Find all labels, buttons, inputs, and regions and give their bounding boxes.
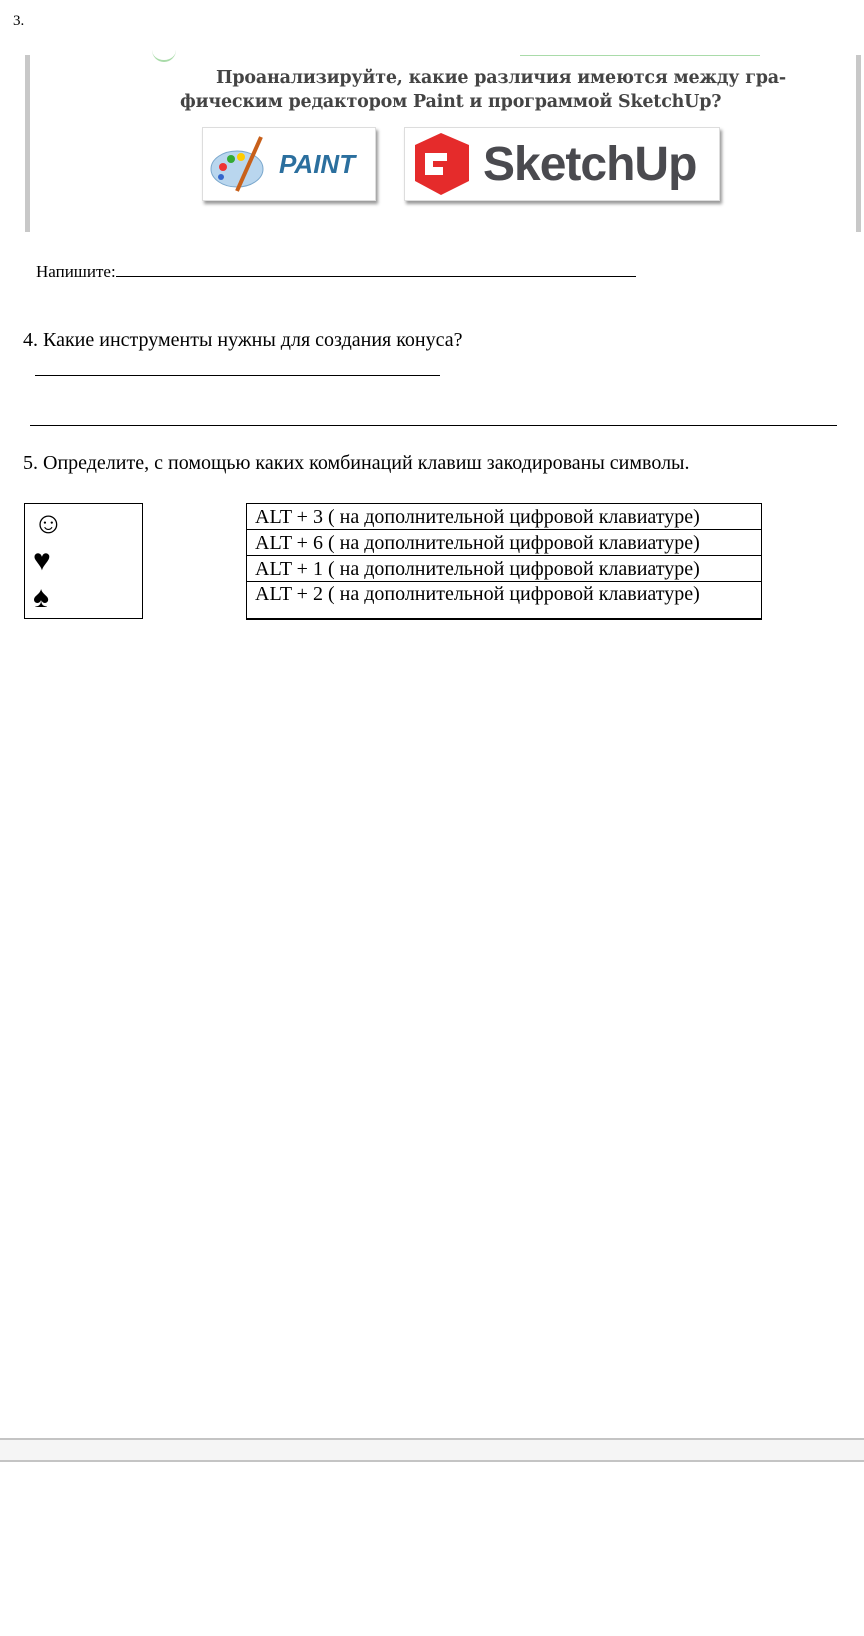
sketchup-logo xyxy=(404,127,720,201)
key-combinations-table xyxy=(246,503,762,620)
spade-symbol: ♠ xyxy=(33,581,49,614)
page-separator-bar xyxy=(0,1438,864,1462)
paint-logo-text: PAINT xyxy=(279,148,356,179)
task3-prompt-line1: Проанализируйте, какие различия имеются между гра- xyxy=(216,68,786,88)
table-row xyxy=(247,582,762,620)
sketchup-icon xyxy=(411,131,473,197)
sketchup-logo-text: SketchUp xyxy=(483,137,697,191)
heart-symbol: ♥ xyxy=(33,544,51,577)
palette-icon xyxy=(209,133,271,195)
table-row xyxy=(247,530,762,556)
smiley-symbol: ☺ xyxy=(33,507,64,540)
task4-question: 4. Какие инструменты нужны для создания конуса? xyxy=(23,329,463,351)
write-label: Напишите: xyxy=(36,262,116,281)
task3-prompt xyxy=(180,66,786,114)
answer-line[interactable] xyxy=(116,259,636,277)
task5-question: 5. Определите, с помощью каких комбинаций клавиш закодированы символы. xyxy=(23,452,690,474)
option-cell: ALT + 2 ( на дополнительной цифровой клавиатуре) xyxy=(247,582,762,620)
option-cell: ALT + 3 ( на дополнительной цифровой клавиатуре) xyxy=(247,504,762,530)
answer-line-1[interactable] xyxy=(35,375,440,376)
answer-line-2[interactable] xyxy=(30,425,837,426)
symbols-box xyxy=(24,503,143,619)
write-answer-row xyxy=(36,259,636,282)
task3-number: 3. xyxy=(13,13,25,29)
option-cell: ALT + 6 ( на дополнительной цифровой клавиатуре) xyxy=(247,530,762,556)
task3-prompt-line2: фическим редактором Paint и программой SketchUp? xyxy=(180,92,722,112)
table-row xyxy=(247,556,762,582)
paint-logo xyxy=(202,127,376,201)
table-row xyxy=(247,504,762,530)
option-cell: ALT + 1 ( на дополнительной цифровой клавиатуре) xyxy=(247,556,762,582)
